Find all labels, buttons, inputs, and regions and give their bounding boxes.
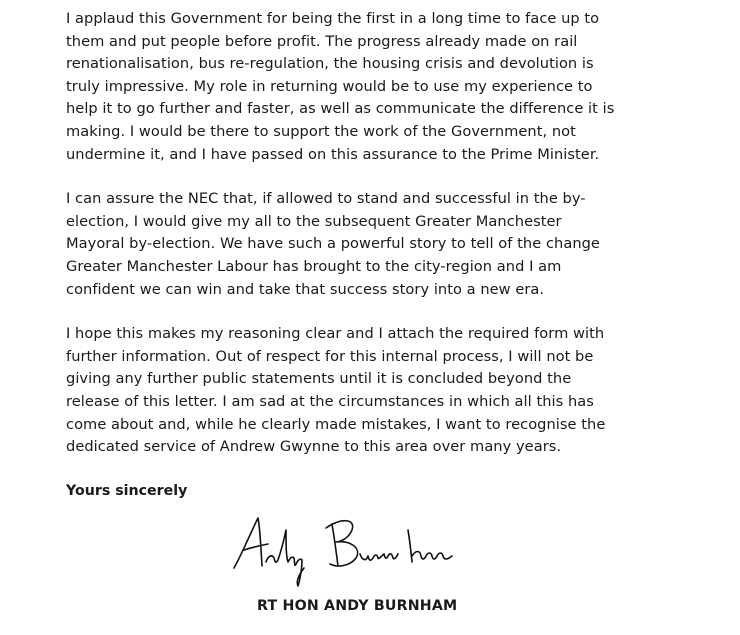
- paragraph-line: release of this letter. I am sad at the circumstances in which all this has: [66, 392, 594, 410]
- paragraph-line: them and put people before profit. The progress already made on rail: [66, 32, 578, 50]
- paragraph-line: help it to go further and faster, as well as communicate the difference it is: [66, 100, 615, 118]
- paragraph-line: renationalisation, bus re-regulation, the housing crisis and devolution is: [66, 55, 594, 73]
- paragraph-line: further information. Out of respect for this internal process, I will not be: [66, 347, 594, 365]
- letter-body: [66, 8, 656, 501]
- handwritten-signature: [228, 510, 488, 590]
- paragraph-line: truly impressive. My role in returning would be to use my experience to: [66, 77, 593, 95]
- paragraph-line: giving any further public statements until it is concluded beyond the: [66, 370, 572, 388]
- paragraph-nec-assurance: [66, 188, 656, 301]
- paragraph-line: dedicated service of Andrew Gwynne to this area over many years.: [66, 438, 562, 456]
- paragraph-line: making. I would be there to support the work of the Government, not: [66, 122, 576, 140]
- paragraph-government-support: [66, 8, 656, 166]
- paragraph-line: Greater Manchester Labour has brought to the city-region and I am: [66, 257, 562, 275]
- paragraph-line: confident we can win and take that success story into a new era.: [66, 280, 545, 298]
- paragraph-line: I can assure the NEC that, if allowed to stand and successful in the by-: [66, 190, 586, 208]
- paragraph-line: Mayoral by-election. We have such a powerful story to tell of the change: [66, 235, 600, 253]
- paragraph-line: undermine it, and I have passed on this assurance to the Prime Minister.: [66, 145, 600, 163]
- paragraph-line: election, I would give my all to the subsequent Greater Manchester: [66, 212, 562, 230]
- signer-name: RT HON ANDY BURNHAM: [257, 598, 458, 614]
- closing-salutation: Yours sincerely: [66, 482, 188, 499]
- paragraph-line: I hope this makes my reasoning clear and I attach the required form with: [66, 325, 605, 343]
- paragraph-line: I applaud this Government for being the first in a long time to face up to: [66, 10, 600, 27]
- paragraph-line: come about and, while he clearly made mistakes, I want to recognise the: [66, 415, 606, 433]
- paragraph-reasoning: [66, 323, 656, 459]
